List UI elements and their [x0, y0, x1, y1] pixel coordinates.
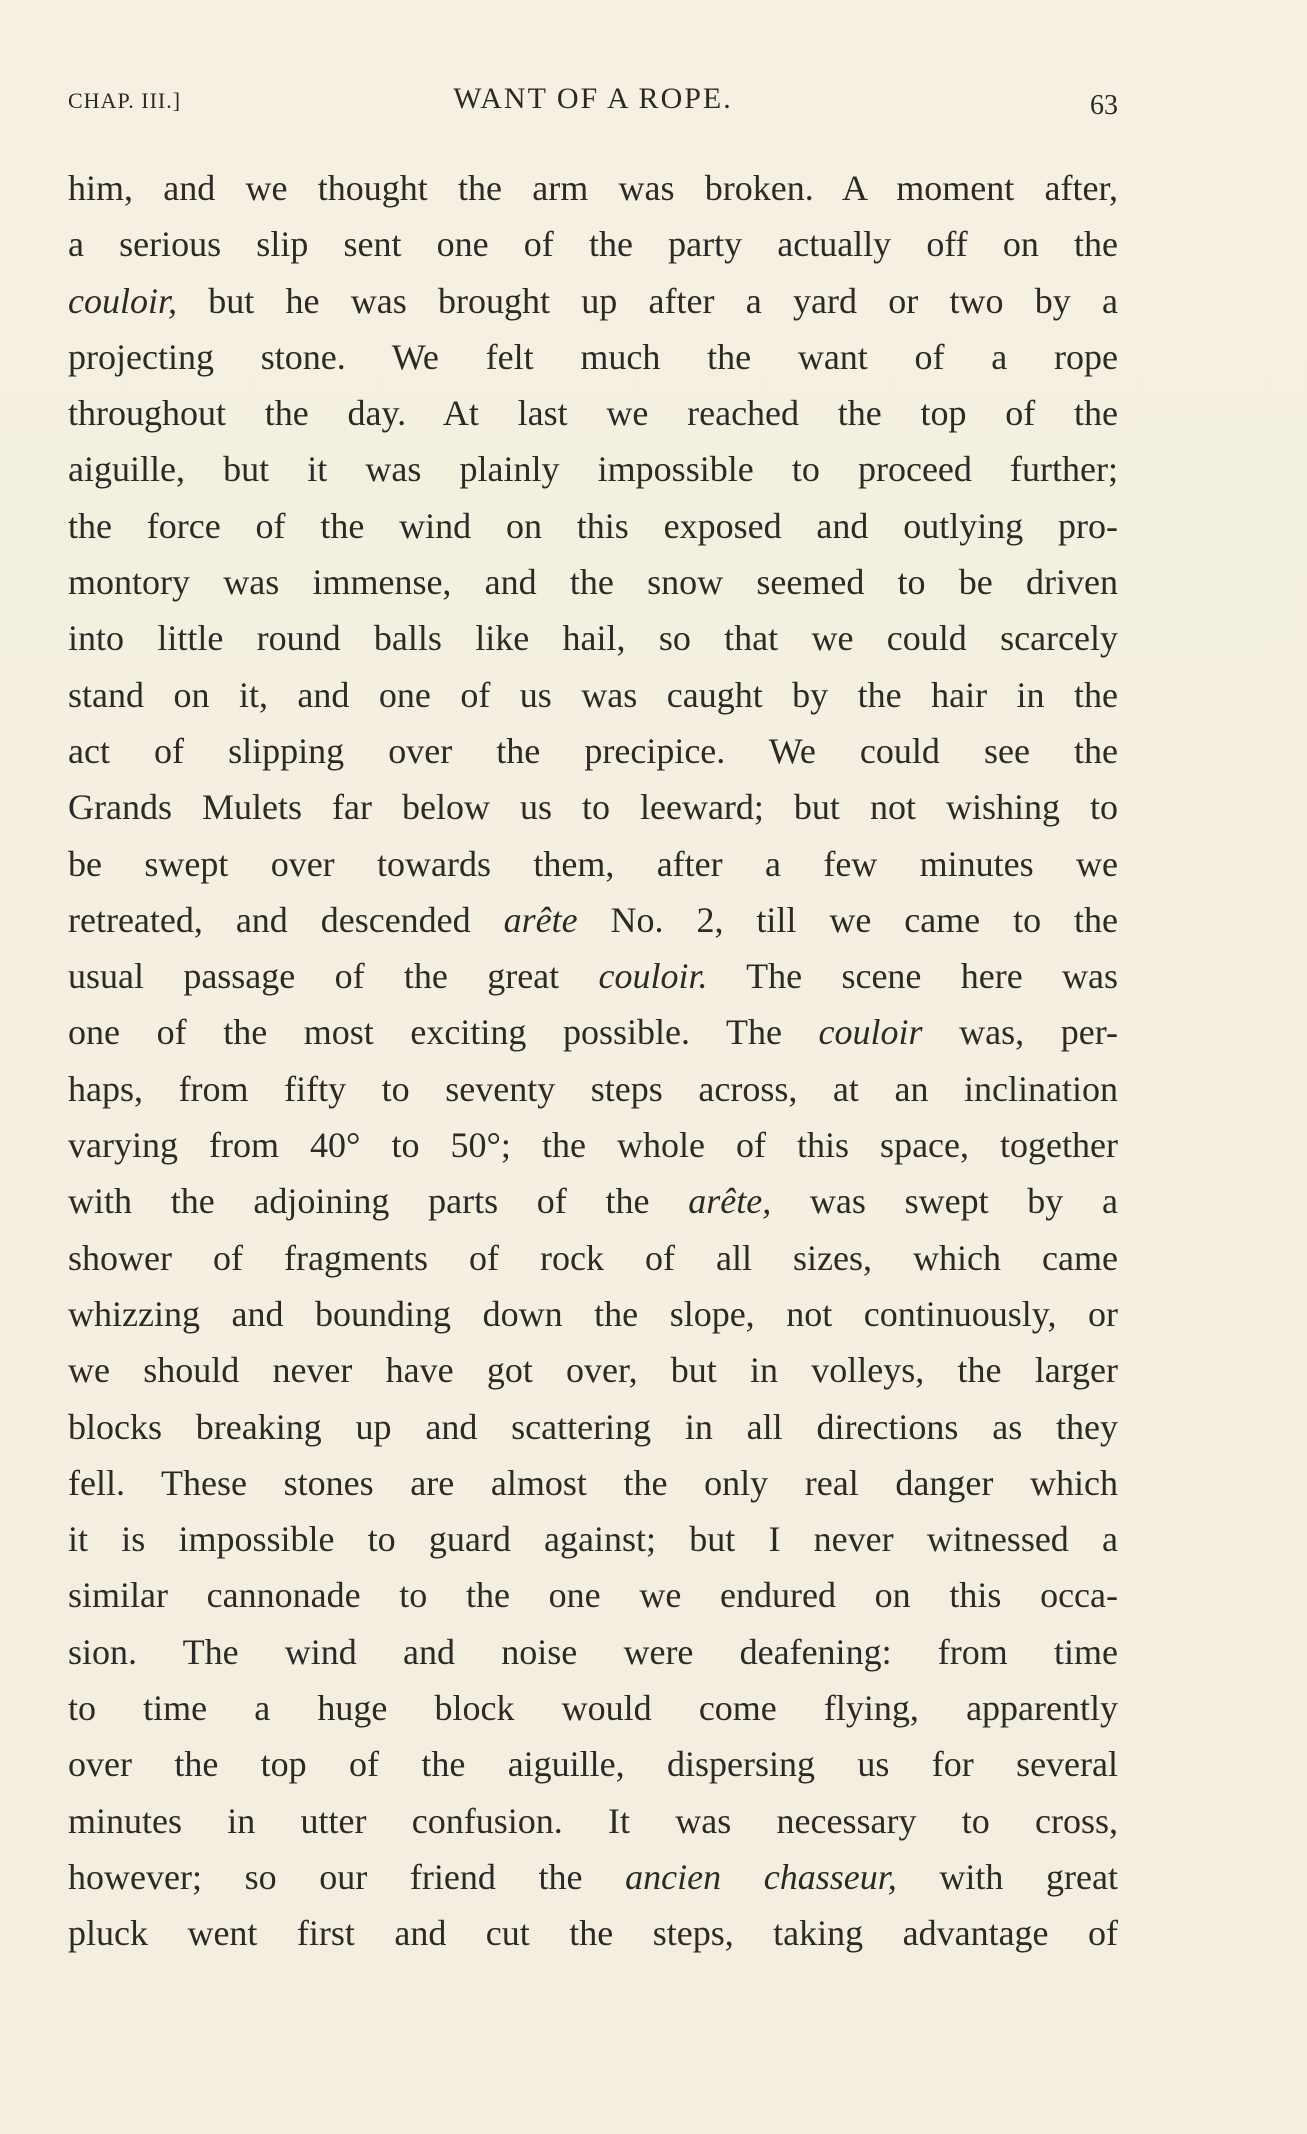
text-run: retreated, and descended: [68, 899, 504, 940]
text-line: [68, 1905, 1118, 1961]
text-run: haps, from fifty to seventy steps across, at an inclination: [68, 1068, 1118, 1109]
text-run: blocks breaking up and scattering in all directions as they: [68, 1406, 1118, 1447]
text-line: [68, 1117, 1118, 1173]
italic-phrase: couloir: [818, 1012, 923, 1053]
text-run: it is impossible to guard against; but I never witnessed a: [68, 1519, 1118, 1560]
text-run: however; so our friend the: [68, 1856, 626, 1897]
text-run: pluck went first and cut the steps, taking advantage of: [68, 1913, 1118, 1954]
text-line: [68, 1624, 1118, 1680]
text-run: varying from 40° to 50°; the whole of this space, together: [68, 1125, 1118, 1166]
text-run: to time a huge block would come flying, apparently: [68, 1688, 1118, 1729]
text-line: [68, 1230, 1118, 1286]
text-run: but he was brought up after a yard or two by a: [177, 280, 1118, 321]
text-run: with the adjoining parts of the: [68, 1181, 689, 1222]
text-line: [68, 216, 1118, 272]
text-run: was, per-: [922, 1012, 1118, 1053]
italic-phrase: couloir,: [68, 280, 178, 321]
text-run: Grands Mulets far below us to leeward; but not wishing to: [68, 787, 1118, 828]
text-run: aiguille, but it was plainly impossible to proceed further;: [68, 449, 1118, 490]
text-line: [68, 1567, 1118, 1623]
text-line: [68, 1849, 1118, 1905]
text-run: stand on it, and one of us was caught by the hair in the: [68, 674, 1118, 715]
text-run: we should never have got over, but in volleys, the larger: [68, 1350, 1118, 1391]
text-run: throughout the day. At last we reached the top of the: [68, 393, 1118, 434]
text-line: [68, 273, 1118, 329]
text-line: [68, 836, 1118, 892]
text-run: similar cannonade to the one we endured on this occa-: [68, 1575, 1118, 1616]
running-title: WANT OF A ROPE.: [453, 82, 733, 115]
italic-phrase: ancien chasseur,: [625, 1856, 897, 1897]
text-run: usual passage of the great: [68, 956, 599, 997]
text-line: [68, 667, 1118, 723]
text-line: [68, 1173, 1118, 1229]
text-run: sion. The wind and noise were deafening: from time: [68, 1631, 1118, 1672]
text-run: over the top of the aiguille, dispersing us for several: [68, 1744, 1118, 1785]
text-line: [68, 610, 1118, 666]
text-line: [68, 498, 1118, 554]
text-line: [68, 723, 1118, 779]
text-line: [68, 385, 1118, 441]
text-line: [68, 1736, 1118, 1792]
text-line: [68, 1061, 1118, 1117]
text-line: [68, 1286, 1118, 1342]
running-header: [68, 82, 1118, 122]
text-run: was swept by a: [771, 1181, 1119, 1222]
text-run: into little round balls like hail, so that we could scarcely: [68, 618, 1118, 659]
text-line: [68, 1793, 1118, 1849]
text-run: minutes in utter confusion. It was necessary to cross,: [68, 1800, 1118, 1841]
text-line: [68, 1511, 1118, 1567]
text-line: [68, 554, 1118, 610]
text-run: projecting stone. We felt much the want of a rope: [68, 336, 1118, 377]
text-line: [68, 892, 1118, 948]
text-line: [68, 1680, 1118, 1736]
italic-phrase: couloir.: [598, 956, 708, 997]
text-run: montory was immense, and the snow seemed to be driven: [68, 562, 1118, 603]
text-line: [68, 441, 1118, 497]
text-line: [68, 1399, 1118, 1455]
body-text: [68, 160, 1118, 1962]
text-run: be swept over towards them, after a few minutes we: [68, 843, 1118, 884]
page-number: 63: [1090, 90, 1118, 121]
text-run: act of slipping over the precipice. We could see the: [68, 730, 1118, 771]
text-line: [68, 1455, 1118, 1511]
text-line: [68, 779, 1118, 835]
text-run: the force of the wind on this exposed and outlying pro-: [68, 505, 1118, 546]
text-line: [68, 1342, 1118, 1398]
text-run: No. 2, till we came to the: [577, 899, 1119, 940]
chapter-label: CHAP. III.]: [68, 88, 182, 113]
text-run: with great: [896, 1856, 1118, 1897]
text-run: shower of fragments of rock of all sizes, which came: [68, 1237, 1118, 1278]
text-run: a serious slip sent one of the party actually off on the: [68, 224, 1118, 265]
text-run: him, and we thought the arm was broken. A moment after,: [68, 168, 1118, 208]
text-run: whizzing and bounding down the slope, not continuously, or: [68, 1293, 1118, 1334]
text-line: [68, 1004, 1118, 1060]
text-line: [68, 948, 1118, 1004]
text-run: fell. These stones are almost the only real danger which: [68, 1462, 1118, 1503]
text-line: [68, 160, 1118, 216]
text-run: one of the most exciting possible. The: [68, 1012, 819, 1053]
italic-phrase: arête: [503, 899, 578, 940]
text-line: [68, 329, 1118, 385]
text-run: The scene here was: [707, 956, 1118, 997]
italic-phrase: arête,: [688, 1181, 772, 1222]
